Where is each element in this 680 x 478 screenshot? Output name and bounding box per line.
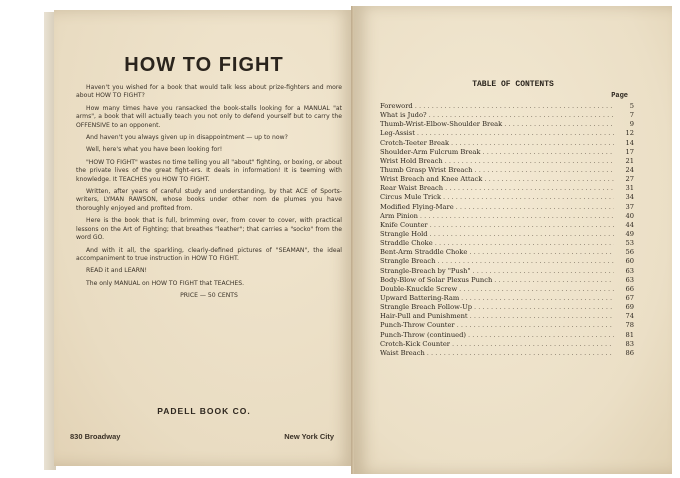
toc-entry [380,257,634,266]
dot-leader [452,340,614,349]
toc-entry-page: 63 [625,275,634,284]
toc-entry-title: Leg-Assist [380,129,415,138]
toc-entry-title: Straddle Choke [380,239,433,248]
toc-entry-title: Double-Knuckle Screw [380,284,458,293]
toc-entry-title: Crotch-Teeter Break [380,138,450,147]
toc-entry-title: Thumb-Wrist-Elbow-Shoulder Break [380,120,503,129]
dot-leader [474,166,614,175]
toc-entry [380,175,634,184]
toc-entry-title: Strangle Breach Follow-Up [380,303,473,312]
dot-leader [470,312,614,321]
toc-entry [380,129,634,138]
dot-leader [429,111,614,120]
toc-entry-page: 31 [625,184,634,193]
intro-paragraph: How many times have you ransacked the book-stalls looking for a MANUAL "at arms", a book that will actually teach you not only to defend yourself but to carry the OFFENSIVE to an opponent. [76,104,342,129]
toc-entry-title: What is Judo? [380,111,427,120]
toc-entry-page: 40 [625,211,634,220]
dot-leader [445,184,614,193]
toc-entry-page: 83 [625,339,634,348]
toc-entry-title: Rear Waist Breach [380,184,444,193]
toc-entry [380,303,634,312]
toc-entry-page: 14 [625,138,634,147]
toc-entry-page: 44 [625,220,634,229]
dot-leader [494,276,614,285]
dot-leader [459,285,614,294]
intro-text [76,84,342,305]
toc-entry [380,212,634,221]
intro-paragraph: "HOW TO FIGHT" wastes no time telling you all "about" fighting, or boxing, or about the private lives of the great fight-ers. It deals in information! It is teeming with knowledge. It TEACHES you HOW TO FIGHT. [76,158,342,183]
toc-entry [380,248,634,257]
intro-paragraph: Written, after years of careful study and understanding, by that ACE of Sports-writers, LYMAN RAWSON, whose books under other nom de plumes you have thoroughly enjoyed and profited from. [76,188,342,212]
left-page [54,10,354,466]
toc-entry [380,239,634,248]
dot-leader [457,321,614,330]
toc-entry-page: 69 [625,303,634,312]
toc-entry-page: 78 [625,321,634,330]
toc-entry [380,285,634,294]
publisher-city: New York City [284,432,334,441]
toc-entry-title: Body-Blow of Solar Plexus Punch [380,275,493,284]
toc-entry [380,102,634,111]
toc-entry-page: 5 [629,102,634,110]
toc-list [380,102,634,358]
price-line: PRICE — 50 CENTS [180,292,238,300]
read-it-line: READ it and LEARN! [86,267,147,275]
toc-entry-title: Modified Flying-Mare [380,202,454,211]
toc-title: TABLE OF CONTENTS [472,80,554,89]
toc-entry-page: 24 [625,165,634,174]
toc-entry-title: Bent-Arm Straddle Choke [380,248,468,257]
toc-entry-title: Shoulder-Arm Fulcrum Break [380,147,481,156]
intro-paragraph: And haven't you always given up in disappointment — up to now? [86,134,288,142]
toc-entry-title: Wrist Breach and Knee Attack [380,175,483,184]
toc-entry-page: 66 [625,284,634,293]
toc-entry-title: Hair-Pull and Punishment [380,312,468,321]
toc-entry-title: Strangle-Breach by "Push" [380,266,471,275]
dot-leader [468,331,614,340]
toc-entry-title: Upward Battering-Ram [380,293,460,302]
dot-leader [504,120,614,129]
toc-entry-page: 49 [625,229,634,238]
toc-entry-title: Punch-Throw (continued) [380,330,467,339]
toc-entry [380,349,634,358]
toc-entry [380,230,634,239]
toc-entry-title: Circus Mule Trick [380,193,442,202]
publisher-address: 830 Broadway [70,432,121,441]
toc-entry [380,221,634,230]
toc-entry [380,267,634,276]
dot-leader [482,148,614,157]
toc-entry [380,294,634,303]
toc-entry [380,148,634,157]
toc-entry-page: 34 [625,193,634,202]
dot-leader [430,221,614,230]
toc-entry-title: Crotch-Kick Counter [380,339,450,348]
dot-leader [484,175,614,184]
dot-leader [430,230,614,239]
toc-entry-title: Arm Pinion [380,211,418,220]
toc-entry-page: 12 [625,129,634,138]
toc-entry [380,321,634,330]
toc-entry [380,276,634,285]
toc-entry-page: 60 [625,257,634,266]
toc-entry-title: Strangle Hold [380,229,428,238]
dot-leader [474,303,614,312]
toc-entry [380,111,634,120]
toc-entry-page: 86 [625,348,634,357]
only-manual-line: The only MANUAL on HOW TO FIGHT that TEACHES. [86,279,245,287]
dot-leader [417,129,614,138]
toc-entry-page: 81 [625,330,634,339]
page-title: HOW TO FIGHT [124,54,284,76]
toc-entry-page: 37 [625,202,634,211]
toc-entry [380,203,634,212]
intro-paragraph: Here is the book that is full, brimming over, from cover to cover, with practical lessons on the Art of Fighting; that breathes "leather"; that carries a "socko" from the word GO. [76,217,342,242]
dot-leader [469,248,614,257]
toc-entry [380,139,634,148]
toc-entry [380,331,634,340]
dot-leader [427,349,614,358]
toc-entry [380,340,634,349]
toc-entry [380,193,634,202]
toc-entry-title: Strangle Breach [380,257,436,266]
dot-leader [473,267,614,276]
toc-entry [380,157,634,166]
toc-entry-title: Foreword [380,102,413,110]
dot-leader [456,203,614,212]
intro-paragraph: Well, here's what you have been looking for! [86,146,223,154]
toc-entry-page: 63 [625,266,634,275]
toc-entry-page: 53 [625,239,634,248]
dot-leader [451,139,614,148]
dot-leader [445,157,614,166]
toc-entry-page: 27 [625,175,634,184]
toc-entry-page: 7 [629,111,634,120]
toc-entry [380,312,634,321]
dot-leader [461,294,614,303]
publisher-name: PADELL BOOK CO. [157,406,251,416]
toc-entry-title: Knife Counter [380,220,428,229]
toc-entry-page: 67 [625,293,634,302]
toc-entry-title: Waist Breach [380,348,425,357]
intro-paragraph: Haven't you wished for a book that would talk less about prize-fighters and more about HOW TO FIGHT? [76,84,342,100]
toc-entry-page: 74 [625,312,634,321]
dot-leader [443,193,614,202]
toc-entry [380,166,634,175]
dot-leader [437,257,614,266]
dot-leader [415,102,614,111]
toc-entry [380,184,634,193]
toc-entry-title: Thumb Grasp Wrist Breach [380,165,473,174]
toc-entry-title: Wrist Hold Breach [380,156,443,165]
toc-entry-page: 21 [625,156,634,165]
toc-entry-title: Punch-Throw Counter [380,321,455,330]
right-page [354,6,672,474]
intro-paragraph: And with it all, the sparkling, clearly-defined pictures of "SEAMAN", the ideal accompaniment to true instruction in HOW TO FIGHT. [76,246,342,262]
toc-entry [380,120,634,129]
toc-entry-page: 56 [625,248,634,257]
toc-entry-page: 17 [625,147,634,156]
open-book [18,4,670,470]
page-column-label: Page [611,92,628,100]
toc-entry-page: 9 [629,120,634,129]
dot-leader [435,239,614,248]
dot-leader [420,212,614,221]
